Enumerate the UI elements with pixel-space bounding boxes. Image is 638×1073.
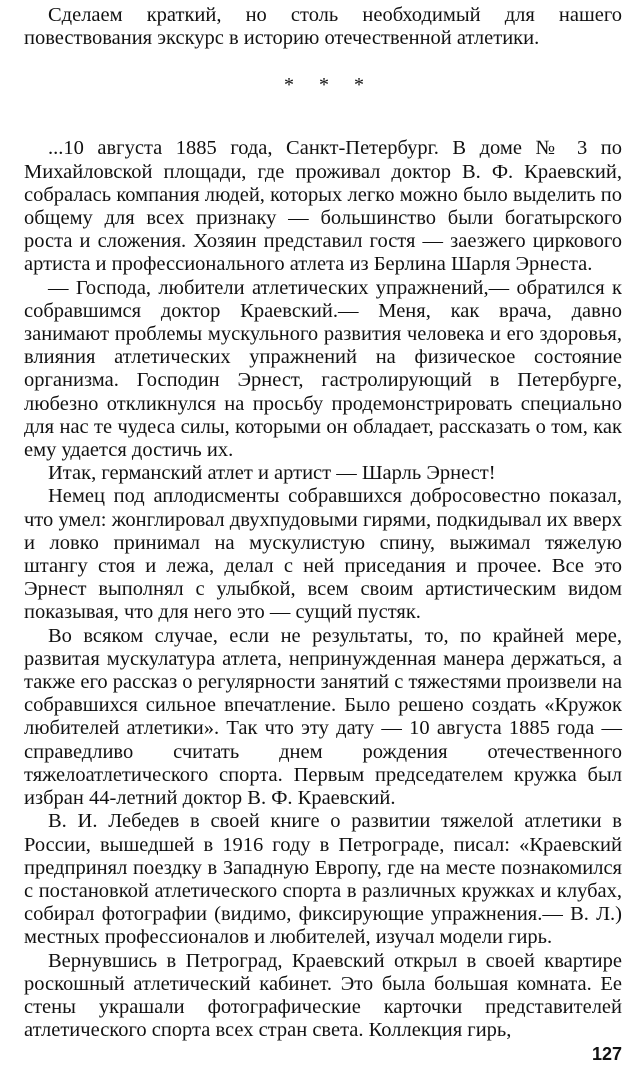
paragraph-4: Немец под аплодисменты собравшихся добросовестно показал, что умел: жонглировал двухпудовыми гирями, подкидывал их вверх и ловко принимал на мускулистую спину, выжимал тяжелую штангу стоя и лежа, делал с ней приседания и прочее. Все это Эрнест выполнял с улыбкой, всем своим артистическим видом показывая, что для него это — сущий пустяк.	[24, 485, 622, 624]
paragraph-2: — Господа, любители атлетических упражнений,— обратился к собравшимся доктор Краевский.— Меня, как врача, давно занимают проблемы мускульного развития человека и его здоровья, влияния атлетических упражнений на физическое состояние организма. Господин Эрнест, гастролирующий в Петербурге, любезно откликнулся на просьбу продемонстрировать специально для нас те чудеса силы, которыми он обладает, рассказать о том, как ему удается достичь их.	[24, 276, 622, 462]
page-number: 127	[591, 1044, 622, 1064]
intro-paragraph: Сделаем краткий, но столь необходимый для нашего повествования экскурс в историю отечественной атлетики.	[24, 4, 622, 50]
paragraph-1: ...10 августа 1885 года, Санкт-Петербург. В доме № 3 по Михайловской площади, где проживал доктор В. Ф. Краевский, собралась компания людей, которых легко можно было выделить по общему для всех признаку — большинство были богатырского роста и сложения. Хозяин представил гостя — заезжего циркового артиста и профессионального атлета из Берлина Шарля Эрнеста.	[24, 137, 622, 276]
section-separator: * * *	[284, 74, 374, 97]
paragraph-3: Итак, германский атлет и артист — Шарль Эрнест!	[48, 462, 496, 485]
paragraph-6: В. И. Лебедев в своей книге о развитии тяжелой атлетики в России, вышедшей в 1916 году в Петрограде, писал: «Краевский предпринял поездку в Западную Европу, где на месте познакомился с постановкой атлетического спорта в различных кружках и клубах, собирал фотографии (видимо, фиксирующие упражнения.— В. Л.) местных профессионалов и любителей, изучал модели гирь.	[24, 810, 622, 949]
book-page	[24, 0, 622, 1073]
paragraph-5: Во всяком случае, если не результаты, то, по крайней мере, развитая мускулатура атлета, непринужденная манера держаться, а также его рассказ о регулярности занятий с тяжестями произвели на собравшихся сильное впечатление. Было решено создать «Кружок любителей атлетики». Так что эту дату — 10 августа 1885 года — справедливо считать днем рождения отечественного тяжелоатлетического спорта. Первым председателем кружка был избран 44-летний доктор В. Ф. Краевский.	[24, 624, 622, 810]
paragraph-7: Вернувшись в Петроград, Краевский открыл в своей квартире роскошный атлетический кабинет. Это была большая комната. Ее стены украшали фотографические карточки представителей атлетического спорта всех стран света. Коллекция гирь,	[24, 949, 622, 1042]
